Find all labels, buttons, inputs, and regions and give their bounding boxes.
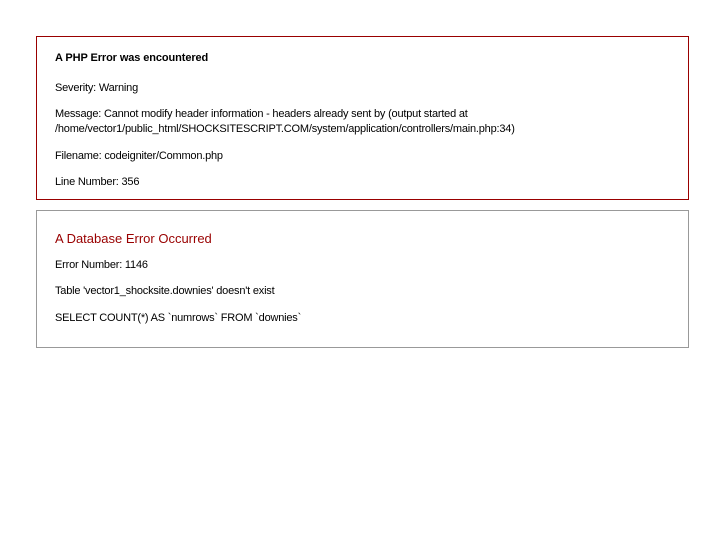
database-error-query: SELECT COUNT(*) AS `numrows` FROM `downies` xyxy=(55,312,302,324)
database-error-heading: A Database Error Occurred xyxy=(55,231,212,246)
php-error-heading: A PHP Error was encountered xyxy=(55,52,209,64)
php-error-message-line1: Message: Cannot modify header information - headers already sent by (output started at xyxy=(55,108,468,120)
database-error-box xyxy=(36,210,689,348)
php-error-box xyxy=(36,36,689,200)
php-error-severity: Severity: Warning xyxy=(55,82,138,94)
database-error-table-message: Table 'vector1_shocksite.downies' doesn't exist xyxy=(55,285,275,297)
php-error-filename: Filename: codeigniter/Common.php xyxy=(55,150,223,162)
database-error-number: Error Number: 1146 xyxy=(55,259,148,271)
php-error-message-line2: /home/vector1/public_html/SHOCKSITESCRIPT.COM/system/application/controllers/main.php:34) xyxy=(55,123,515,135)
php-error-line-number: Line Number: 356 xyxy=(55,176,140,188)
